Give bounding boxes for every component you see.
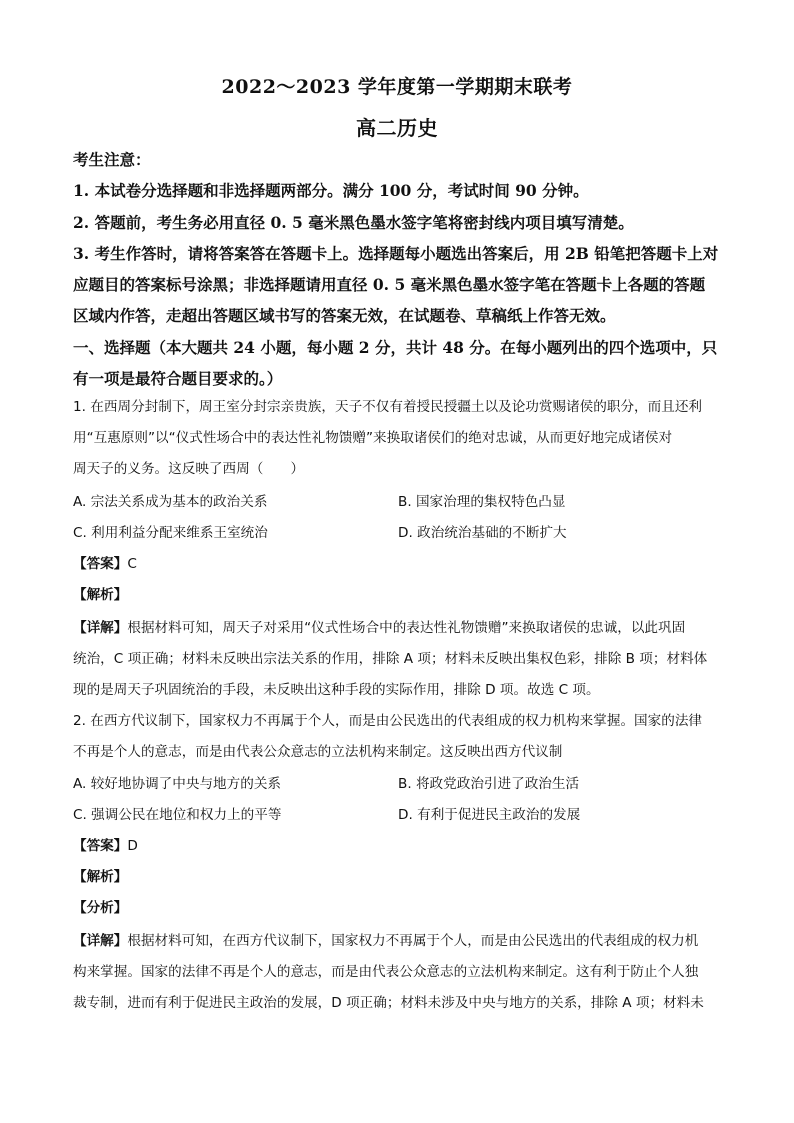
notice-item-2: 2. 答题前，考生务必用直径 0. 5 毫米黑色墨水签字笔将密封线内项目填写清楚。	[73, 213, 634, 232]
q2-option-b: B. 将政党政治引进了政治生活	[398, 776, 580, 792]
q1-detail-tag: 【详解】	[73, 620, 128, 636]
q2-answer-value: D	[127, 838, 138, 854]
q1-stem-line-3: 周天子的义务。这反映了西周（ ）	[73, 461, 305, 477]
q1-detail-line-2: 统治，C 项正确；材料未反映出宗法关系的作用，排除 A 项；材料未反映出集权色彩，排除 B 项；材料体	[73, 651, 708, 667]
q1-option-a: A. 宗法关系成为基本的政治关系	[73, 494, 268, 510]
q2-option-c: C. 强调公民在地位和权力上的平等	[73, 807, 282, 823]
q2-option-a: A. 较好地协调了中央与地方的关系	[73, 776, 282, 792]
q2-stem-line-2: 不再是个人的意志，而是由代表公众意志的立法机构来制定。这反映出西方代议制	[73, 744, 563, 760]
q1-option-c: C. 利用利益分配来维系王室统治	[73, 525, 268, 541]
q2-answer	[73, 835, 138, 857]
q1-analysis-tag: 【解析】	[73, 587, 128, 603]
q1-option-d: D. 政治统治基础的不断扩大	[398, 525, 567, 541]
q1-detail-text-1: 根据材料可知，周天子对采用“仪式性场合中的表达性礼物馈赠”来换取诸侯的忠诚，以此巩固	[127, 620, 686, 636]
q1-answer	[73, 553, 137, 575]
q2-analysis-tag: 【解析】	[73, 869, 128, 885]
q2-fenxi-tag: 【分析】	[73, 900, 128, 916]
q2-stem-line-1: 2. 在西方代议制下，国家权力不再属于个人，而是由公民选出的代表组成的权力机构来掌握。国家的法律	[73, 713, 703, 729]
q2-analysis	[73, 866, 127, 888]
exam-subject: 高二历史	[356, 116, 438, 140]
notice-heading: 考生注意：	[73, 150, 151, 169]
q2-detail-tag: 【详解】	[73, 933, 128, 949]
q2-detail-line-3: 裁专制，进而有利于促进民主政治的发展，D 项正确；材料未涉及中央与地方的关系，排除 A 项；材料未	[73, 995, 704, 1011]
section-heading-line-2: 有一项是最符合题目要求的。）	[73, 369, 283, 388]
section-heading-line-1: 一、选择题（本大题共 24 小题，每小题 2 分，共计 48 分。在每小题列出的四个选项中，只	[73, 338, 718, 357]
notice-item-1: 1. 本试卷分选择题和非选择题两部分。满分 100 分，考试时间 90 分钟。	[73, 181, 589, 200]
q2-fenxi	[73, 897, 127, 919]
q1-option-b: B. 国家治理的集权特色凸显	[398, 494, 566, 510]
q2-option-d: D. 有利于促进民主政治的发展	[398, 807, 581, 823]
q2-detail-line-2: 构来掌握。国家的法律不再是个人的意志，而是由代表公众意志的立法机构来制定。这有利于防止个人独	[73, 964, 699, 980]
q2-answer-tag: 【答案】	[73, 838, 128, 854]
q1-detail-line-1	[73, 617, 728, 639]
q1-stem-line-2: 用“互惠原则”以“仪式性场合中的表达性礼物馈赠”来换取诸侯们的绝对忠诚，从而更好地完成诸侯对	[73, 430, 673, 446]
q1-stem-line-1: 1. 在西周分封制下，周王室分封宗亲贵族，天子不仅有着授民授疆土以及论功赏赐诸侯的职分，而且还利	[73, 399, 703, 415]
q1-answer-value: C	[127, 556, 137, 572]
q1-answer-tag: 【答案】	[73, 556, 128, 572]
notice-item-3-line-3: 区域内作答，走超出答题区域书写的答案无效，在试题卷、草稿纸上作答无效。	[73, 306, 616, 325]
q1-analysis	[73, 584, 127, 606]
notice-item-3-line-1: 3. 考生作答时，请将答案答在答题卡上。选择题每小题选出答案后，用 2B 铅笔把答题卡上对	[73, 244, 719, 263]
notice-item-3-line-2: 应题目的答案标号涂黑；非选择题请用直径 0. 5 毫米黑色墨水签字笔在答题卡上各题的答题	[73, 275, 706, 294]
exam-title: 2022～2023 学年度第一学期期末联考	[221, 76, 573, 98]
q2-detail-line-1	[73, 930, 728, 952]
q1-detail-line-3: 现的是周天子巩固统治的手段，未反映出这种手段的实际作用，排除 D 项。故选 C 项。	[73, 682, 600, 698]
q2-detail-text-1: 根据材料可知，在西方代议制下，国家权力不再属于个人，而是由公民选出的代表组成的权力机	[127, 933, 699, 949]
